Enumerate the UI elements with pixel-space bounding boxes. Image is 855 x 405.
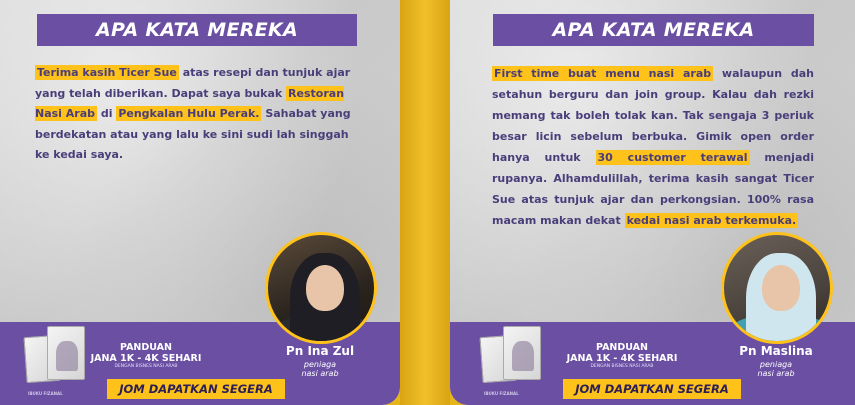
quote-highlight: Restoran Nasi Arab (35, 86, 345, 120)
person-role-line-1: peniaga (303, 360, 337, 369)
quote-highlight: kedai nasi arab terkemuka. (626, 214, 797, 227)
card-title: APA KATA MEREKA (95, 19, 299, 41)
quote-highlight: 30 customer terawal (597, 151, 748, 164)
cta-label: JOM DAPATKAN SEGERA (119, 382, 273, 396)
promo-line-3: DENGAN BISNES NASI ARAB (114, 364, 178, 369)
quote-text: walaupun dah setahun berguru dan join group. Kalau dah rezki memang tak boleh tolak kan. Tak sengaja 3 periuk besar licin sebelum berbuka. Gimik open order hanya untuk (492, 67, 814, 164)
quote-highlight: First time buat menu nasi arab (494, 67, 712, 80)
center-divider (400, 0, 450, 405)
testimonial-quote (492, 63, 814, 231)
testimonial-card-1 (0, 0, 400, 405)
promo-line-3: DENGAN BISNES NASI ARAB (590, 364, 654, 369)
quote-text: Sahabat yang berdekatan atau yang lalu ke sini sudi lah singgah ke kedai saya. (35, 107, 351, 161)
person-role-line-2: nasi arab (757, 369, 795, 378)
quote-highlight: Terima kasih Ticer Sue (37, 66, 177, 79)
cta-label: JOM DAPATKAN SEGERA (575, 382, 729, 396)
person-role (265, 360, 375, 378)
card-title-bar (493, 14, 814, 46)
cta-button[interactable] (563, 379, 741, 399)
testimonial-card-2 (450, 0, 855, 405)
promo-text (562, 342, 682, 370)
person-role-line-2: nasi arab (301, 369, 339, 378)
card-title-bar (37, 14, 357, 46)
ebook-cover-image (25, 326, 87, 388)
testimonial-person (721, 346, 831, 378)
person-name: Pn Maslina (739, 344, 813, 358)
book-caption: IBUKU FIZANAL (484, 391, 519, 396)
testimonial-person (265, 346, 375, 378)
quote-text: atas resepi dan tunjuk ajar yang telah diberikan. Dapat saya bukak (35, 66, 351, 100)
quote-text: di (97, 107, 117, 120)
quote-text: menjadi rupanya. Alhamdulillah, terima kasih sangat Ticer Sue atas tunjuk ajar dan perkongsian. 100% rasa macam makan dekat (492, 151, 815, 227)
book-caption: IBUKU FIZANAL (28, 391, 63, 396)
avatar (721, 232, 833, 344)
quote-highlight: Pengkalan Hulu Perak. (118, 107, 260, 120)
promo-line-2: JANA 1K - 4K SEHARI (566, 353, 678, 364)
person-name: Pn Ina Zul (285, 344, 355, 358)
promo-line-1: PANDUAN (595, 342, 648, 353)
person-role (721, 360, 831, 378)
avatar (265, 232, 377, 344)
promo-line-1: PANDUAN (119, 342, 172, 353)
ebook-cover-image (481, 326, 543, 388)
testimonial-quote (35, 63, 360, 166)
promo-line-2: JANA 1K - 4K SEHARI (90, 353, 202, 364)
promo-text (86, 342, 206, 370)
card-title: APA KATA MEREKA (552, 19, 755, 41)
person-role-line-1: peniaga (759, 360, 793, 369)
cta-button[interactable] (107, 379, 285, 399)
